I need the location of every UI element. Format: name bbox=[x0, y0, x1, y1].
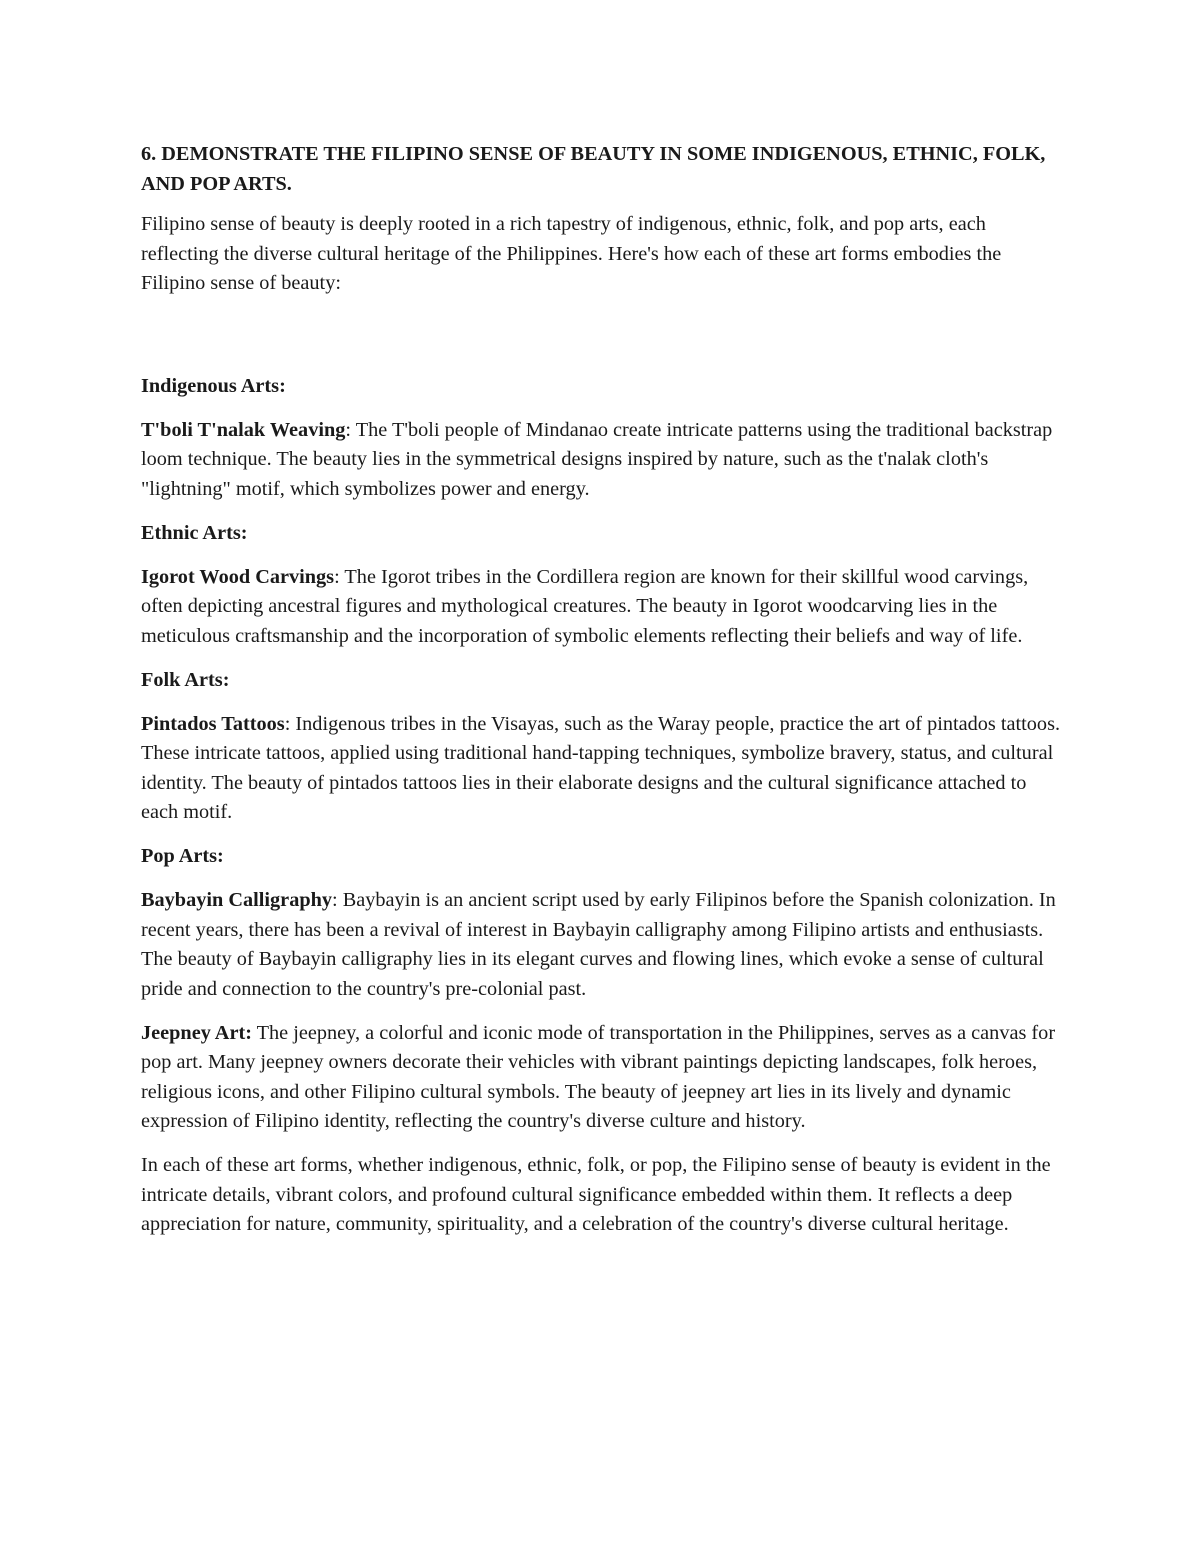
section-heading-folk: Folk Arts: bbox=[141, 668, 230, 691]
section-heading-ethnic: Ethnic Arts: bbox=[141, 521, 248, 544]
document-body bbox=[141, 140, 1066, 1254]
spacer bbox=[141, 299, 1066, 372]
section-heading-pop: Pop Arts: bbox=[141, 845, 224, 867]
text-jeepney-art: The jeepney, a colorful and iconic mode of transportation in the Philippines, serves as a canvas for pop art. Many jeepney owners decorate their vehicles with vibrant paintings depicting landscapes, folk heroes, religious icons, and other Filipino cultural symbols. The beauty of jeepney art lies in its lively and dynamic expression of Filipino identity, reflecting the country's diverse culture and history. bbox=[141, 1021, 1056, 1132]
paragraph-jeepney-art bbox=[141, 1019, 1066, 1137]
document-title: 6. DEMONSTRATE THE FILIPINO SENSE OF BEAUTY IN SOME INDIGENOUS, ETHNIC, FOLK, AND POP ARTS. bbox=[141, 143, 1046, 195]
intro-paragraph: Filipino sense of beauty is deeply rooted in a rich tapestry of indigenous, ethnic, folk, and pop arts, each reflecting the diverse cultural heritage of the Philippines. Here's how each of these art forms embodies the Filipino sense of beauty: bbox=[141, 213, 1002, 294]
paragraph-tboli-weaving bbox=[141, 416, 1066, 505]
term-igorot-carvings: Igorot Wood Carvings bbox=[141, 565, 335, 588]
section-heading-indigenous: Indigenous Arts: bbox=[141, 374, 286, 397]
term-jeepney-art: Jeepney Art: bbox=[141, 1021, 252, 1044]
paragraph-baybayin bbox=[141, 886, 1066, 1004]
conclusion-paragraph: In each of these art forms, whether indigenous, ethnic, folk, or pop, the Filipino sense of beauty is evident in the intricate details, vibrant colors, and profound cultural significance embedded within them. It reflects a deep appreciation for nature, community, spirituality, and a celebration of the country's diverse cultural heritage. bbox=[141, 1154, 1051, 1235]
text-igorot-carvings: : The Igorot tribes in the Cordillera region are known for their skillful wood carvings, often depicting ancestral figures and mythological creatures. The beauty in Igorot woodcarving lies in the meticulous craftsmanship and the incorporation of symbolic elements reflecting their beliefs and way of life. bbox=[141, 565, 1029, 647]
paragraph-igorot-carvings bbox=[141, 563, 1066, 652]
text-tboli-weaving: : The T'boli people of Mindanao create intricate patterns using the traditional backstrap loom technique. The beauty lies in the symmetrical designs inspired by nature, such as the t'nalak cloth's "lightning" motif, which symbolizes power and energy. bbox=[141, 418, 1053, 500]
term-tboli-weaving: T'boli T'nalak Weaving bbox=[141, 418, 346, 441]
text-baybayin: : Baybayin is an ancient script used by early Filipinos before the Spanish colonization. In recent years, there has been a revival of interest in Baybayin calligraphy among Filipino artists and enthusiasts. The beauty of Baybayin calligraphy lies in its elegant curves and flowing lines, which evoke a sense of cultural pride and connection to the country's pre-colonial past. bbox=[141, 889, 1056, 1000]
text-pintados-tattoos: : Indigenous tribes in the Visayas, such as the Waray people, practice the art of pintados tattoos. These intricate tattoos, applied using traditional hand-tapping techniques, symbolize bravery, status, and cultural identity. The beauty of pintados tattoos lies in their elaborate designs and the cultural significance attached to each motif. bbox=[141, 712, 1061, 823]
term-pintados-tattoos: Pintados Tattoos bbox=[141, 712, 285, 735]
term-baybayin: Baybayin Calligraphy bbox=[141, 889, 333, 911]
paragraph-pintados-tattoos bbox=[141, 710, 1066, 828]
